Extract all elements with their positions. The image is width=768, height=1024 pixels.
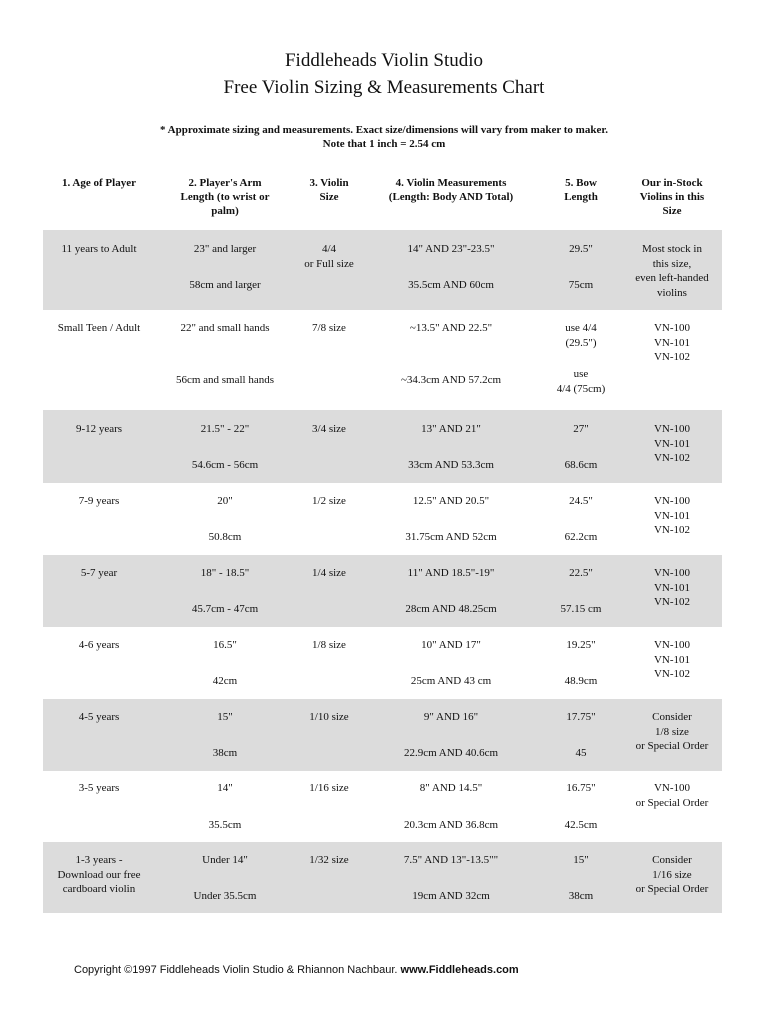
arm-inches-cell-line: 21.5" - 22"	[200, 423, 250, 435]
arm-inches-cell	[160, 781, 290, 796]
bow-cm-cell	[541, 674, 621, 689]
header-line: Violins in this	[639, 191, 705, 203]
in-stock-cell	[622, 781, 722, 810]
measurement-inches-cell-line: ~13.5" AND 22.5"	[409, 322, 493, 334]
age-cell	[29, 638, 169, 653]
measurement-cm-cell-line: 25cm AND 43 cm	[410, 675, 492, 687]
arm-cm-cell-line: 50.8cm	[208, 531, 242, 543]
measurement-cm-cell-line: 31.75cm AND 52cm	[405, 531, 497, 543]
bow-cm-cell-line: 45	[575, 747, 587, 759]
arm-cm-cell	[160, 674, 290, 689]
measurement-inches-cell-line: 7.5" AND 13"-13.5""	[403, 854, 499, 866]
in-stock-cell	[622, 566, 722, 610]
bow-cm-cell-line: 4/4 (75cm)	[556, 382, 606, 395]
age-cell-line: 5-7 year	[80, 567, 118, 579]
in-stock-cell-line: this size,	[652, 257, 692, 270]
bow-inches-cell-line: 16.75"	[566, 782, 596, 794]
arm-cm-cell-line: 35.5cm	[208, 819, 242, 831]
arm-inches-cell-line: 22" and small hands	[180, 322, 270, 334]
arm-cm-cell	[160, 278, 290, 293]
violin-size-cell-line: 1/8 size	[312, 639, 346, 651]
measurement-cm-cell-line: 19cm AND 32cm	[412, 890, 490, 902]
measurement-cm-cell-line: 33cm AND 53.3cm	[408, 459, 494, 471]
in-stock-cell-line: Most stock in	[642, 243, 702, 255]
header-arm-length	[165, 176, 285, 218]
in-stock-cell-line: VN-102	[653, 596, 691, 608]
bow-inches-cell	[541, 422, 621, 437]
age-cell	[29, 781, 169, 796]
measurement-cm-cell-line: 22.9cm AND 40.6cm	[403, 747, 499, 759]
arm-inches-cell-line: 23" and larger	[193, 243, 257, 255]
arm-cm-cell-line: 54.6cm - 56cm	[191, 459, 259, 471]
measurement-inches-cell	[361, 781, 541, 796]
bow-inches-cell	[541, 638, 621, 653]
measurement-inches-cell-line: 11" AND 18.5"-19"	[407, 567, 495, 579]
age-cell	[29, 710, 169, 725]
header-line: Length (to wrist or	[180, 191, 270, 203]
measurement-inches-cell-line: 10" AND 17"	[421, 639, 481, 651]
measurement-cm-cell	[361, 278, 541, 293]
footer-website-link[interactable]: www.Fiddleheads.com	[400, 964, 519, 976]
violin-size-cell	[289, 494, 369, 509]
bow-cm-cell	[541, 889, 621, 904]
age-cell-line: 7-9 years	[78, 495, 120, 507]
in-stock-cell	[622, 242, 722, 300]
age-cell-line: Download our free	[57, 868, 141, 881]
violin-size-cell-line: 1/32 size	[309, 854, 349, 866]
header-in-stock	[622, 176, 722, 218]
header-line: 4. Violin Measurements	[395, 177, 507, 189]
arm-cm-cell	[160, 602, 290, 617]
in-stock-cell-line: VN-101	[653, 437, 691, 450]
arm-cm-cell-line: 58cm and larger	[189, 279, 261, 291]
arm-cm-cell	[160, 530, 290, 545]
measurement-inches-cell	[361, 853, 541, 868]
age-cell-line: 1-3 years -	[75, 854, 123, 866]
arm-inches-cell	[160, 638, 290, 653]
measurement-cm-cell-line: 28cm AND 48.25cm	[405, 603, 497, 615]
header-line: (Length: Body AND Total)	[388, 191, 514, 203]
violin-size-cell-line: 1/10 size	[309, 711, 349, 723]
in-stock-cell-line: Consider	[652, 854, 692, 866]
measurement-inches-cell	[361, 494, 541, 509]
measurement-cm-cell	[361, 530, 541, 545]
violin-size-cell-line: 3/4 size	[312, 423, 346, 435]
measurement-inches-cell-line: 12.5" AND 20.5"	[412, 495, 490, 507]
header-line: Length	[564, 191, 598, 203]
in-stock-cell-line: 1/8 size	[655, 725, 689, 738]
in-stock-cell-line: VN-100	[653, 322, 691, 334]
page-subtitle: Free Violin Sizing & Measurements Chart	[223, 77, 545, 98]
in-stock-cell	[622, 422, 722, 466]
bow-inches-cell	[541, 710, 621, 725]
in-stock-cell-line: VN-100	[653, 567, 691, 579]
violin-size-cell	[289, 566, 369, 581]
in-stock-cell-line: or Special Order	[635, 883, 709, 895]
approximation-note: * Approximate sizing and measurements. Exact size/dimensions will vary from maker to maker.	[160, 124, 608, 136]
arm-inches-cell-line: 16.5"	[213, 639, 237, 651]
header-line: 2. Player's Arm	[188, 177, 262, 189]
age-cell-line: 9-12 years	[75, 423, 123, 435]
bow-inches-cell-line: 27"	[573, 423, 589, 435]
violin-size-cell	[289, 853, 369, 868]
bow-cm-cell	[541, 746, 621, 761]
measurement-inches-cell	[361, 422, 541, 437]
arm-inches-cell	[160, 321, 290, 336]
in-stock-cell-line: Consider	[652, 711, 692, 723]
in-stock-cell-line: or Special Order	[635, 796, 709, 809]
bow-inches-cell-line: 15"	[573, 854, 589, 866]
header-violin-measurements	[366, 176, 536, 204]
bow-inches-cell-line: (29.5")	[565, 336, 597, 349]
in-stock-cell-line: 1/16 size	[652, 868, 692, 881]
bow-cm-cell-line: use	[573, 368, 589, 380]
violin-size-cell	[289, 242, 369, 271]
arm-inches-cell	[160, 494, 290, 509]
measurement-cm-cell	[361, 889, 541, 904]
violin-size-cell	[289, 710, 369, 725]
measurement-cm-cell-line: ~34.3cm AND 57.2cm	[400, 374, 502, 386]
bow-cm-cell	[541, 367, 621, 396]
age-cell	[29, 494, 169, 509]
in-stock-cell-line: VN-102	[653, 668, 691, 680]
bow-inches-cell-line: 22.5"	[569, 567, 593, 579]
header-line: 3. Violin	[309, 177, 349, 189]
arm-inches-cell	[160, 710, 290, 725]
in-stock-cell-line: VN-100	[653, 639, 691, 651]
age-cell-line: 4-5 years	[78, 711, 120, 723]
violin-size-cell-line: 1/4 size	[312, 567, 346, 579]
bow-cm-cell	[541, 278, 621, 293]
bow-inches-cell-line: 29.5"	[569, 243, 593, 255]
arm-cm-cell	[160, 458, 290, 473]
bow-inches-cell	[541, 566, 621, 581]
arm-cm-cell-line: 56cm and small hands	[175, 374, 275, 386]
in-stock-cell-line: or Special Order	[635, 740, 709, 752]
measurement-inches-cell	[361, 321, 541, 336]
bow-inches-cell-line: 19.25"	[566, 639, 596, 651]
bow-inches-cell	[541, 494, 621, 509]
age-cell-line: 3-5 years	[78, 782, 120, 794]
header-line: 1. Age of Player	[62, 177, 136, 189]
in-stock-cell-line: VN-101	[653, 653, 691, 666]
arm-inches-cell	[160, 422, 290, 437]
in-stock-cell-line: VN-100	[653, 782, 691, 794]
bow-cm-cell	[541, 530, 621, 545]
header-line: Size	[319, 191, 339, 203]
arm-inches-cell	[160, 566, 290, 581]
violin-size-cell-line: 1/2 size	[312, 495, 346, 507]
in-stock-cell	[622, 321, 722, 365]
arm-cm-cell-line: 45.7cm - 47cm	[191, 603, 259, 615]
measurement-cm-cell	[361, 458, 541, 473]
arm-cm-cell	[160, 818, 290, 833]
header-line: palm)	[211, 205, 239, 217]
header-line: Our in-Stock	[641, 177, 703, 189]
arm-inches-cell-line: 14"	[217, 782, 233, 794]
arm-cm-cell	[160, 746, 290, 761]
arm-inches-cell-line: 15"	[217, 711, 233, 723]
bow-cm-cell-line: 62.2cm	[564, 531, 598, 543]
age-cell-line: cardboard violin	[62, 883, 136, 895]
in-stock-cell-line: VN-102	[653, 524, 691, 536]
in-stock-cell-line: VN-102	[653, 452, 691, 464]
arm-inches-cell-line: 20"	[217, 495, 233, 507]
in-stock-cell	[622, 638, 722, 682]
measurement-inches-cell-line: 14" AND 23"-23.5"	[407, 243, 495, 255]
violin-size-cell	[289, 321, 369, 336]
violin-size-cell-line: 4/4	[321, 243, 337, 255]
bow-inches-cell-line: use 4/4	[565, 322, 597, 334]
measurement-cm-cell-line: 35.5cm AND 60cm	[408, 279, 494, 291]
bow-cm-cell-line: 57.15 cm	[560, 603, 602, 615]
measurement-inches-cell	[361, 710, 541, 725]
bow-inches-cell	[541, 853, 621, 868]
measurement-cm-cell	[361, 602, 541, 617]
bow-inches-cell-line: 24.5"	[569, 495, 593, 507]
in-stock-cell	[622, 853, 722, 897]
in-stock-cell-line: VN-101	[653, 336, 691, 349]
measurement-cm-cell	[361, 373, 541, 388]
footer	[74, 964, 519, 976]
bow-cm-cell-line: 42.5cm	[564, 819, 598, 831]
age-cell	[29, 422, 169, 437]
header-violin-size	[294, 176, 364, 204]
bow-inches-cell	[541, 321, 621, 350]
age-cell-line: 4-6 years	[78, 639, 120, 651]
arm-inches-cell-line: Under 14"	[202, 854, 248, 866]
measurement-inches-cell	[361, 638, 541, 653]
age-cell	[29, 853, 169, 897]
in-stock-cell	[622, 710, 722, 754]
arm-inches-cell-line: 18" - 18.5"	[200, 567, 250, 579]
arm-inches-cell	[160, 242, 290, 257]
measurement-inches-cell	[361, 566, 541, 581]
arm-cm-cell-line: 38cm	[212, 747, 238, 759]
measurement-inches-cell-line: 8" AND 14.5"	[419, 782, 483, 794]
arm-cm-cell-line: Under 35.5cm	[193, 890, 257, 902]
violin-size-cell	[289, 422, 369, 437]
in-stock-cell-line: VN-101	[653, 509, 691, 522]
measurement-cm-cell	[361, 818, 541, 833]
measurement-cm-cell-line: 20.3cm AND 36.8cm	[403, 819, 499, 831]
age-cell-line: Small Teen / Adult	[57, 322, 141, 334]
in-stock-cell	[622, 494, 722, 538]
conversion-note: Note that 1 inch = 2.54 cm	[322, 138, 446, 150]
measurement-inches-cell-line: 9" AND 16"	[423, 711, 479, 723]
bow-cm-cell	[541, 818, 621, 833]
in-stock-cell-line: violins	[657, 286, 687, 299]
arm-cm-cell-line: 42cm	[212, 675, 238, 687]
footer-copyright: Copyright ©1997 Fiddleheads Violin Studio & Rhiannon Nachbaur.	[74, 964, 401, 976]
bow-inches-cell	[541, 242, 621, 257]
bow-inches-cell-line: 17.75"	[566, 711, 596, 723]
age-cell	[29, 566, 169, 581]
violin-size-cell-line: or Full size	[304, 257, 354, 270]
arm-inches-cell	[160, 853, 290, 868]
violin-size-cell	[289, 781, 369, 796]
bow-cm-cell-line: 48.9cm	[564, 675, 598, 687]
page-title: Fiddleheads Violin Studio	[284, 50, 483, 71]
measurement-cm-cell	[361, 746, 541, 761]
bow-cm-cell	[541, 602, 621, 617]
bow-cm-cell-line: 68.6cm	[564, 459, 598, 471]
in-stock-cell-line: VN-100	[653, 495, 691, 507]
header-line: 5. Bow	[565, 177, 597, 189]
in-stock-cell-line: VN-100	[653, 423, 691, 435]
measurement-inches-cell	[361, 242, 541, 257]
in-stock-cell-line: VN-101	[653, 581, 691, 594]
violin-size-cell-line: 1/16 size	[309, 782, 349, 794]
in-stock-cell-line: VN-102	[653, 351, 691, 363]
measurement-inches-cell-line: 13" AND 21"	[421, 423, 481, 435]
bow-inches-cell	[541, 781, 621, 796]
bow-cm-cell-line: 38cm	[568, 890, 594, 902]
age-cell	[29, 321, 169, 336]
violin-size-cell-line: 7/8 size	[312, 322, 346, 334]
measurement-cm-cell	[361, 674, 541, 689]
bow-cm-cell-line: 75cm	[568, 279, 594, 291]
arm-cm-cell	[160, 889, 290, 904]
age-cell	[29, 242, 169, 257]
arm-cm-cell	[160, 373, 290, 388]
in-stock-cell-line: even left-handed	[635, 272, 709, 284]
header-age	[34, 176, 164, 190]
bow-cm-cell	[541, 458, 621, 473]
header-line: Size	[662, 205, 682, 217]
violin-size-cell	[289, 638, 369, 653]
age-cell-line: 11 years to Adult	[61, 243, 137, 255]
header-bow-length	[541, 176, 621, 204]
